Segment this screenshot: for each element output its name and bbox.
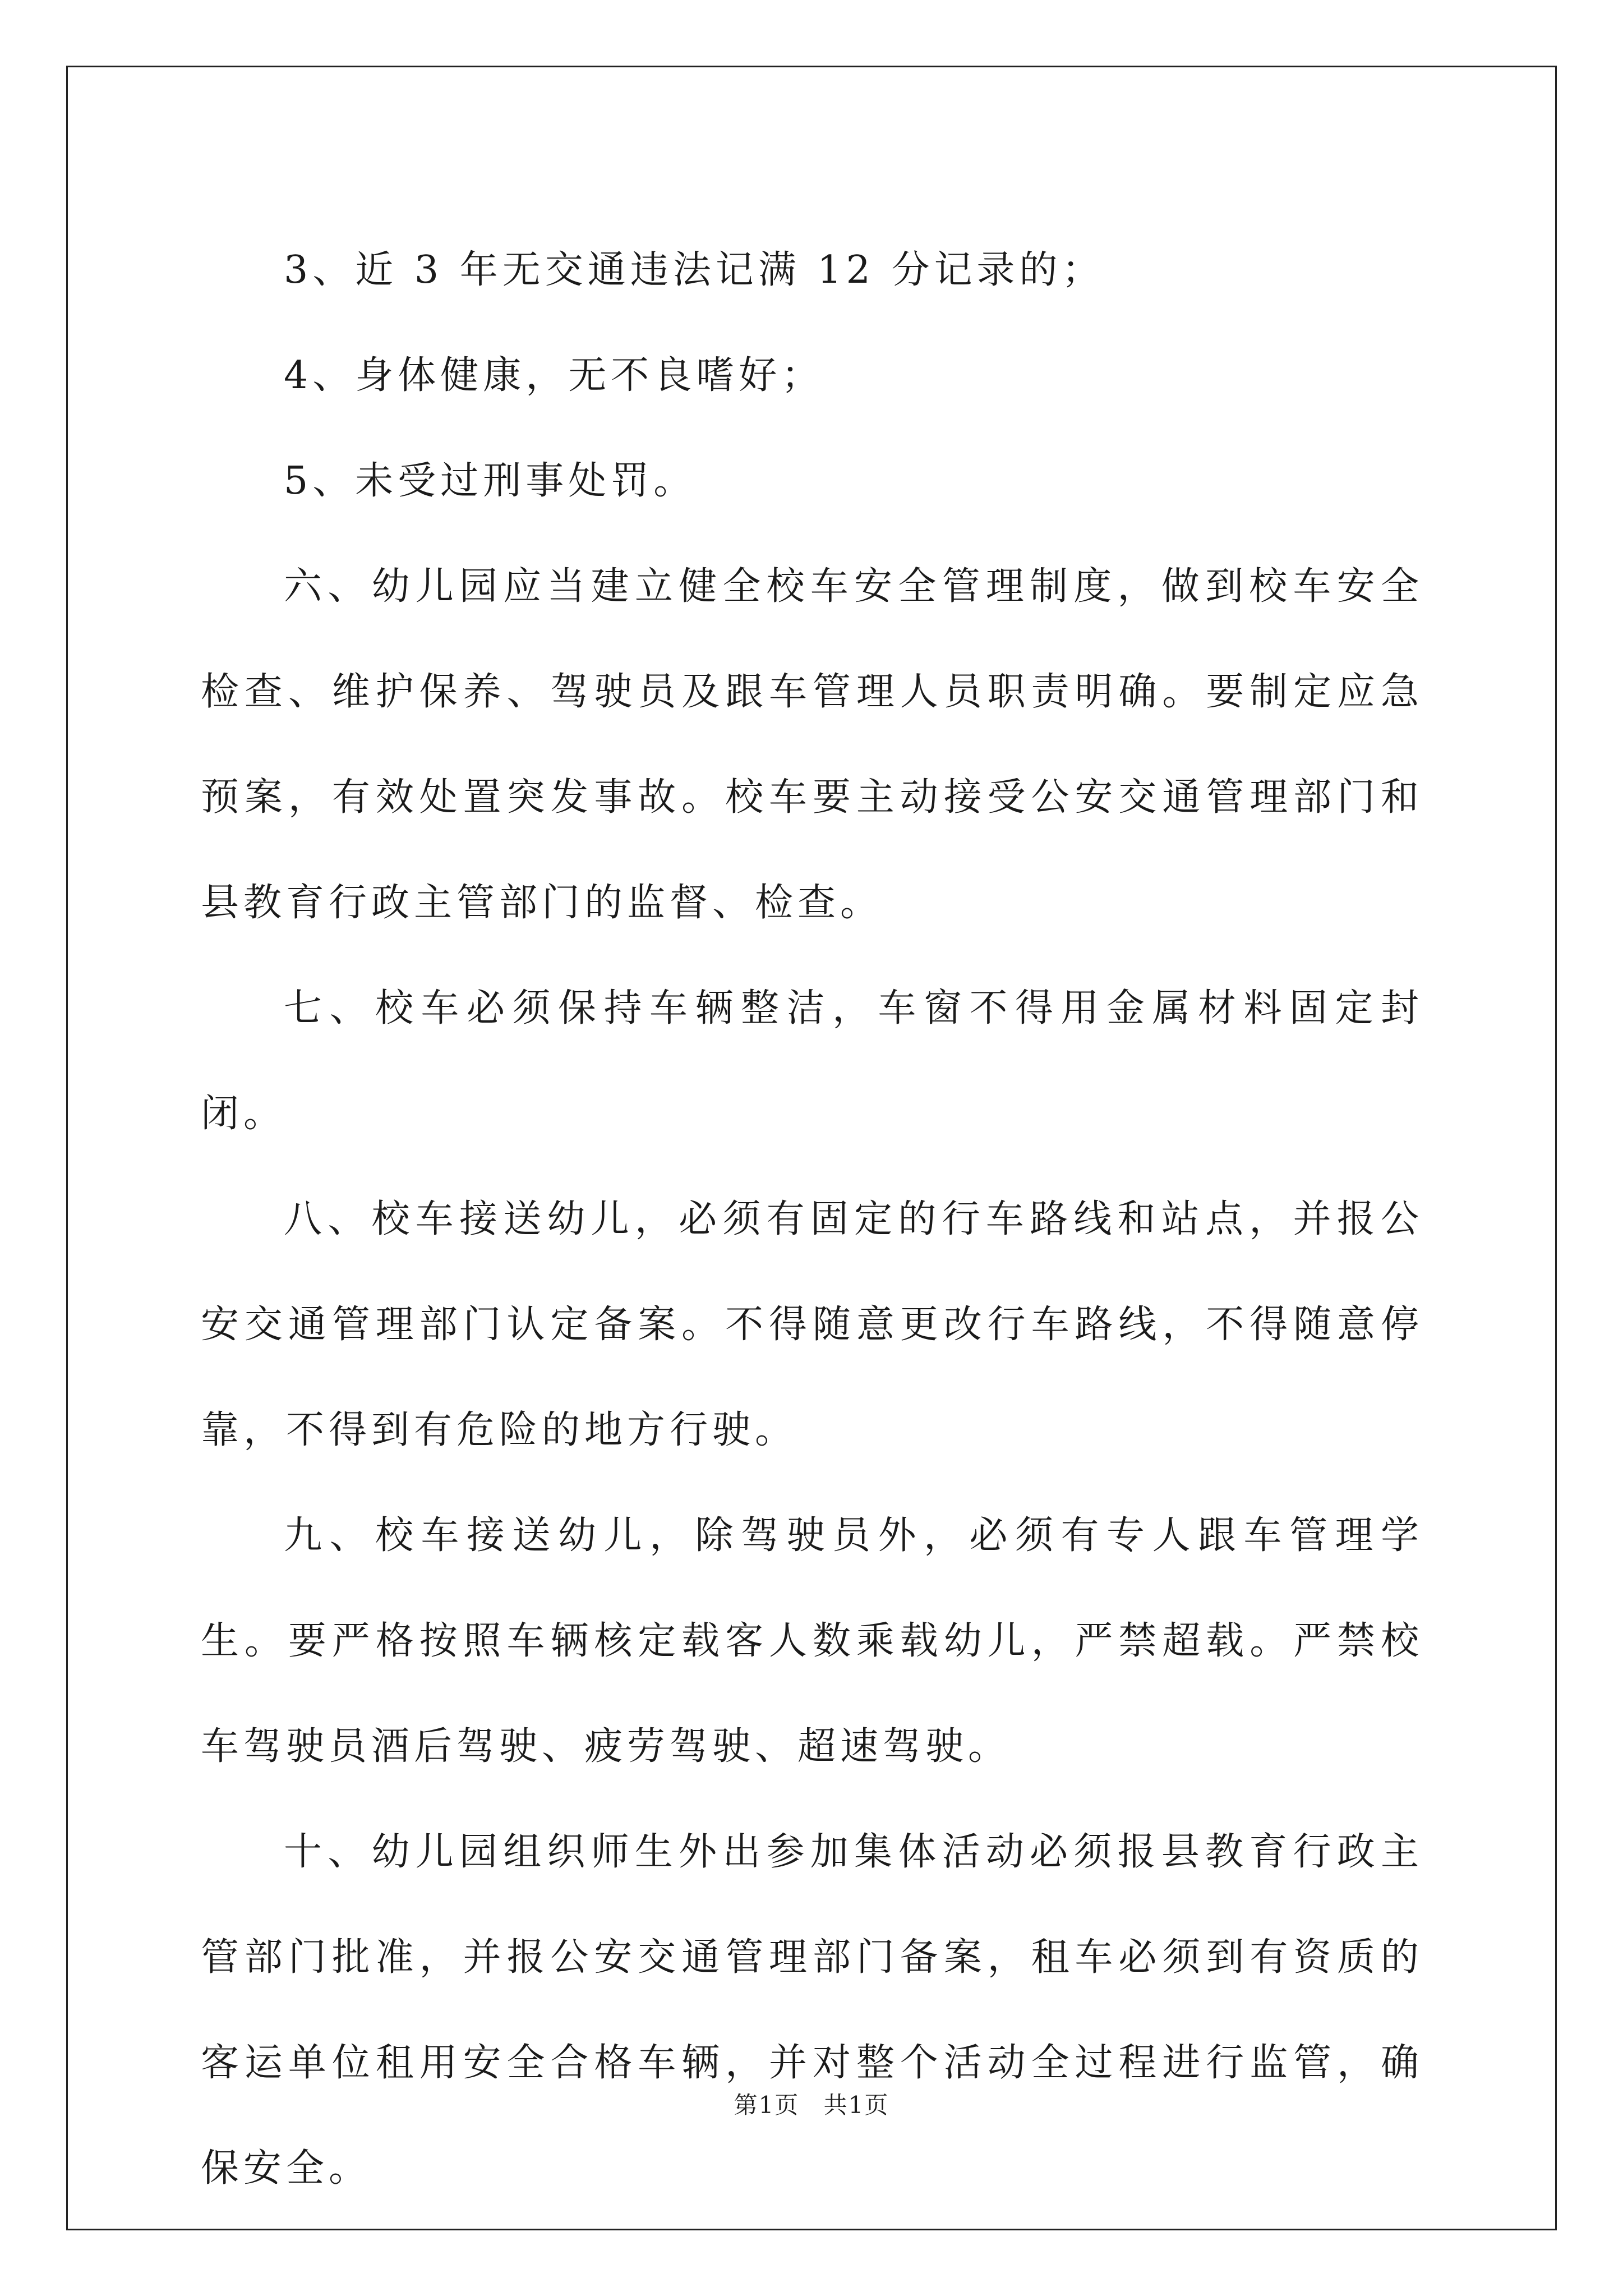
document-body	[201, 218, 1423, 2221]
paragraph-item-5: 5、未受过刑事处罚。	[284, 459, 697, 503]
paragraph-item-3: 3、近 3 年无交通违法记满 12 分记录的；	[284, 248, 1105, 292]
page-number-current: 第1页	[734, 2091, 800, 2119]
page-number-total: 共1页	[823, 2091, 889, 2119]
paragraph-item-4: 4、身体健康，无不良嗜好；	[284, 353, 824, 398]
paragraph-section-9: 九、校车接送幼儿，除驾驶员外，必须有专人跟车管理学生。要严格按照车辆核定载客人数乘载幼儿，严禁超载。严禁校车驾驶员酒后驾驶、疲劳驾驶、超速驾驶。	[201, 1513, 1423, 1769]
paragraph-section-8: 八、校车接送幼儿，必须有固定的行车路线和站点，并报公安交通管理部门认定备案。不得随意更改行车路线，不得随意停靠，不得到有危险的地方行驶。	[201, 1197, 1423, 1452]
paragraph-section-7: 七、校车必须保持车辆整洁，车窗不得用金属材料固定封闭。	[201, 986, 1423, 1136]
paragraph-section-10: 十、幼儿园组织师生外出参加集体活动必须报县教育行政主管部门批准，并报公安交通管理部门备案，租车必须到有资质的客运单位租用安全合格车辆，并对整个活动全过程进行监管，确保安全。	[201, 1830, 1423, 2191]
page-footer	[0, 2087, 1623, 2120]
paragraph-section-6: 六、幼儿园应当建立健全校车安全管理制度，做到校车安全检查、维护保养、驾驶员及跟车管理人员职责明确。要制定应急预案，有效处置突发事故。校车要主动接受公安交通管理部门和县教育行政主管部门的监督、检查。	[201, 564, 1423, 925]
